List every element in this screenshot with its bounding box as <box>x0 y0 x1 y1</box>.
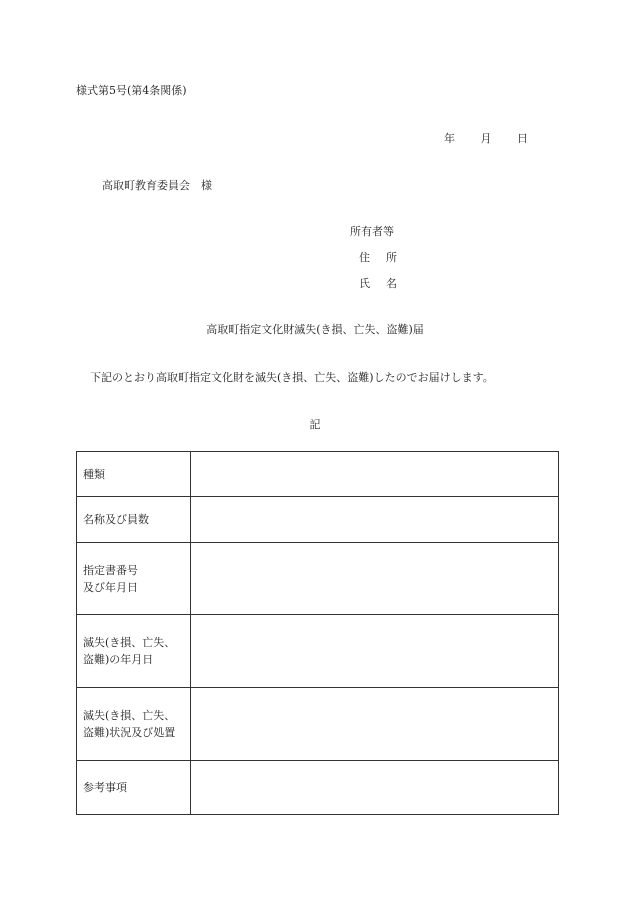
row-value-type[interactable] <box>191 452 559 497</box>
row-label-line: 盗難)状況及び処置 <box>83 726 176 739</box>
table-row-loss-status-action <box>77 688 559 761</box>
applicant-name-label: 氏 名 <box>359 277 397 290</box>
form-number: 様式第5号(第4条関係) <box>76 84 187 97</box>
row-label-designation-number-date <box>77 543 191 615</box>
row-label-line: 盗難)の年月日 <box>83 653 154 666</box>
row-label-name-and-count <box>77 497 191 543</box>
table-row-loss-date <box>77 615 559 688</box>
row-label-line: 参考事項 <box>83 781 127 794</box>
row-label-line: 種類 <box>83 467 105 481</box>
table-row-type <box>77 452 559 497</box>
date-line <box>444 133 528 144</box>
applicant-address-label: 住 所 <box>359 251 397 264</box>
row-value-loss-date[interactable] <box>191 615 559 688</box>
row-label-remarks <box>77 761 191 815</box>
applicant-label: 所有者等 <box>350 225 394 238</box>
table-row-designation-number-date <box>77 543 559 615</box>
addressee: 高取町教育委員会 様 <box>102 179 212 192</box>
table-row-name-and-count <box>77 497 559 543</box>
year-label: 年 <box>444 132 455 145</box>
row-label-line: 滅失(き損、亡失、 <box>83 709 176 722</box>
row-label-line: 名称及び員数 <box>83 513 149 526</box>
row-label-type <box>77 452 191 497</box>
day-label: 日 <box>517 132 528 145</box>
body-text: 下記のとおり高取町指定文化財を滅失(き損、亡失、盗難)したのでお届けします。 <box>90 371 494 384</box>
document-title: 高取町指定文化財滅失(き損、亡失、盗難)届 <box>206 323 424 336</box>
record-table <box>76 451 559 815</box>
row-value-loss-status-action[interactable] <box>191 688 559 761</box>
row-value-remarks[interactable] <box>191 761 559 815</box>
row-label-line: 及び年月日 <box>83 580 138 594</box>
row-label-line: 滅失(き損、亡失、 <box>83 636 176 649</box>
row-label-line: 指定書番号 <box>83 563 138 577</box>
row-label-loss-status-action <box>77 688 191 761</box>
table-row-remarks <box>77 761 559 815</box>
row-value-designation-number-date[interactable] <box>191 543 559 615</box>
row-label-loss-date <box>77 615 191 688</box>
row-value-name-and-count[interactable] <box>191 497 559 543</box>
ki-heading: 記 <box>309 418 321 431</box>
month-label: 月 <box>480 132 492 145</box>
